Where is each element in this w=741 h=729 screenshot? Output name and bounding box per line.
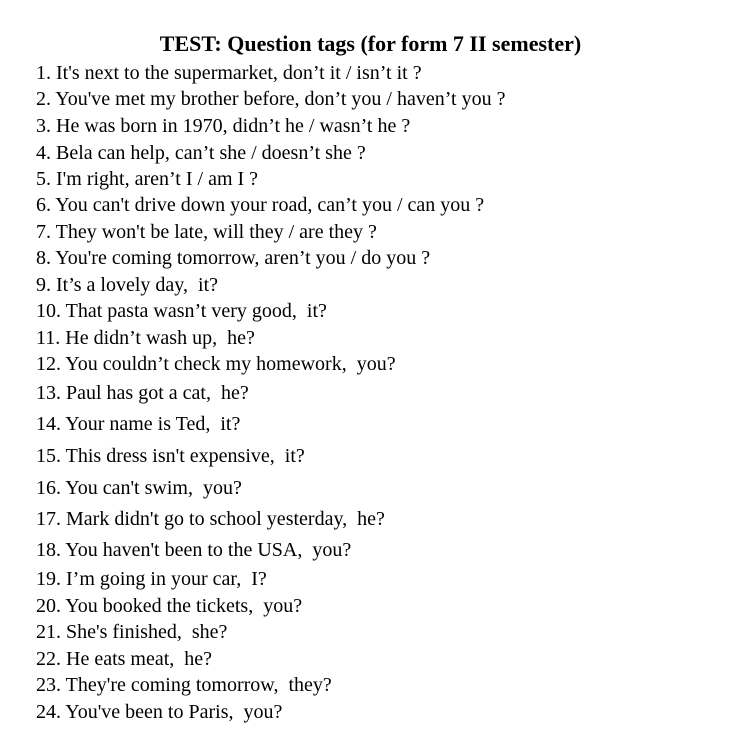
question-item	[36, 87, 505, 111]
question-item	[36, 476, 242, 500]
question-tag: it?	[306, 300, 327, 322]
question-item	[36, 412, 240, 436]
question-tag: they?	[288, 674, 332, 696]
question-item	[36, 61, 422, 85]
question-text: 20. You booked the tickets,	[36, 595, 254, 617]
question-item	[36, 273, 218, 297]
question-text: 24. You've been to Paris,	[36, 701, 234, 723]
question-item	[36, 567, 267, 591]
question-text: 3. He was born in 1970, didn’t he / wasn’t he ?	[36, 115, 411, 137]
question-text: 5. I'm right, aren’t I / am I ?	[36, 168, 259, 190]
question-text: 10. That pasta wasn’t very good,	[36, 300, 297, 322]
question-item	[36, 326, 255, 350]
question-item	[36, 299, 327, 323]
question-text: 4. Bela can help, can’t she / doesn’t she ?	[36, 142, 366, 164]
question-item	[36, 673, 332, 697]
question-tag: he?	[184, 648, 213, 670]
question-item	[36, 193, 484, 217]
question-tag: you?	[356, 353, 396, 375]
question-item	[36, 141, 366, 165]
question-text: 21. She's finished,	[36, 621, 182, 643]
question-text: 16. You can't swim,	[36, 477, 193, 499]
question-item	[36, 352, 396, 376]
question-text: 9. It’s a lovely day,	[36, 274, 189, 296]
question-tag: it?	[284, 445, 305, 467]
question-tag: he?	[220, 382, 249, 404]
question-text: 14. Your name is Ted,	[36, 413, 211, 435]
question-tag: I?	[251, 568, 267, 590]
question-tag: you?	[202, 477, 242, 499]
question-item	[36, 507, 385, 531]
question-text: 7. They won't be late, will they / are they ?	[36, 221, 377, 243]
question-text: 8. You're coming tomorrow, aren’t you / do you ?	[36, 247, 431, 269]
question-tag: she?	[191, 621, 228, 643]
question-text: 6. You can't drive down your road, can’t you / can you ?	[36, 194, 485, 216]
question-text: 19. I’m going in your car,	[36, 568, 242, 590]
question-item	[36, 620, 227, 644]
question-text: 23. They're coming tomorrow,	[36, 674, 279, 696]
question-item	[36, 381, 249, 405]
question-item	[36, 220, 377, 244]
question-item	[36, 246, 430, 270]
question-tag: you?	[263, 595, 303, 617]
question-tag: you?	[243, 701, 283, 723]
question-text: 12. You couldn’t check my homework,	[36, 353, 347, 375]
question-text: 13. Paul has got a cat,	[36, 382, 211, 404]
page-title: TEST: Question tags (for form 7 II semester)	[159, 31, 582, 56]
question-item	[36, 444, 305, 468]
question-text: 15. This dress isn't expensive,	[36, 445, 275, 467]
question-text: 22. He eats meat,	[36, 648, 175, 670]
question-tag: it?	[220, 413, 241, 435]
question-text: 18. You haven't been to the USA,	[36, 539, 303, 561]
question-item	[36, 167, 258, 191]
question-item	[36, 700, 282, 724]
question-text: 1. It's next to the supermarket, don’t it / isn’t it ?	[36, 62, 422, 84]
question-item	[36, 594, 302, 618]
question-item	[36, 538, 351, 562]
question-text: 2. You've met my brother before, don’t you / haven’t you ?	[36, 88, 506, 110]
question-tag: you?	[312, 539, 352, 561]
question-item	[36, 114, 410, 138]
question-item	[36, 647, 212, 671]
question-tag: he?	[227, 327, 255, 349]
question-tag: it?	[198, 274, 219, 296]
question-text: 11. He didn’t wash up,	[36, 327, 218, 349]
question-text: 17. Mark didn't go to school yesterday,	[36, 508, 348, 530]
question-tag: he?	[357, 508, 385, 530]
